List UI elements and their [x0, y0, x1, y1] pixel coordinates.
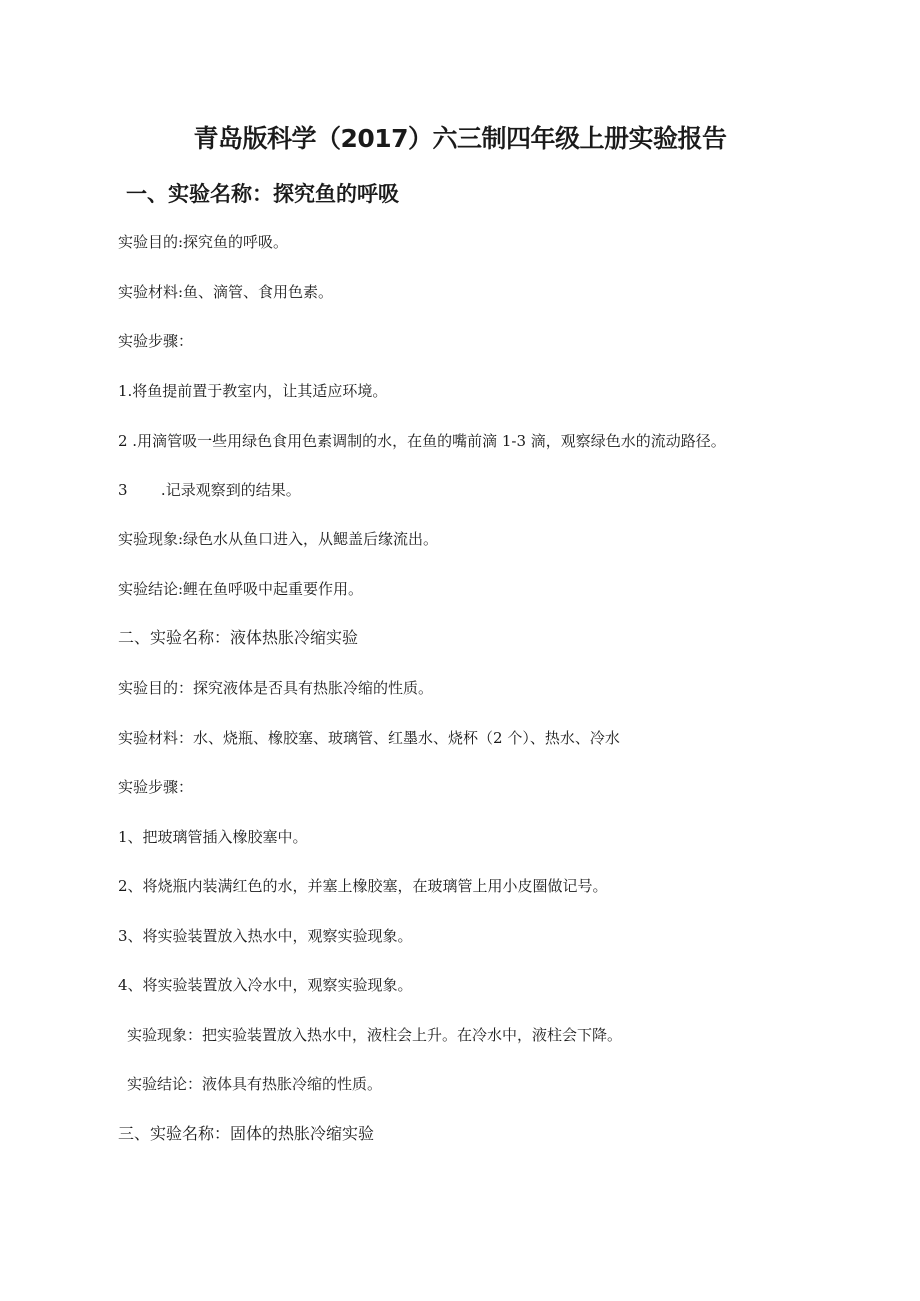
section2-step-3: 3、将实验装置放入热水中，观察实验现象。: [118, 927, 413, 945]
section2-purpose: 实验目的：探究液体是否具有热胀冷缩的性质。: [118, 679, 434, 697]
section2-step-4: 4、将实验装置放入冷水中，观察实验现象。: [118, 976, 413, 994]
document-title: 青岛版科学（2017）六三制四年级上册实验报告: [193, 124, 727, 153]
section1-materials: 实验材料:鱼、滴管、食用色素。: [118, 283, 334, 301]
section3-heading: 三、实验名称：固体的热胀冷缩实验: [118, 1124, 375, 1143]
section1-purpose: 实验目的:探究鱼的呼吸。: [118, 233, 289, 251]
section2-steps-label: 实验步骤：: [118, 778, 194, 796]
section2-heading: 二、实验名称：液体热胀冷缩实验: [118, 628, 359, 647]
section2-phenomenon: 实验现象：把实验装置放入热水中，液柱会上升。在冷水中，液柱会下降。: [127, 1026, 623, 1044]
section2-conclusion: 实验结论：液体具有热胀冷缩的性质。: [127, 1075, 383, 1093]
section1-conclusion: 实验结论:鲤在鱼呼吸中起重要作用。: [118, 580, 364, 598]
section1-phenomenon: 实验现象:绿色水从鱼口进入，从鳃盖后缘流出。: [118, 530, 439, 548]
section2-step-1: 1、把玻璃管插入橡胶塞中。: [118, 828, 308, 846]
section1-step-1: 1.将鱼提前置于教室内，让其适应环境。: [118, 382, 388, 400]
section1-heading: 一、实验名称：探究鱼的呼吸: [126, 181, 399, 206]
section2-materials: 实验材料：水、烧瓶、橡胶塞、玻璃管、红墨水、烧杯（2 个）、热水、冷水: [118, 729, 620, 747]
section2-step-2: 2、将烧瓶内装满红色的水，并塞上橡胶塞，在玻璃管上用小皮圈做记号。: [118, 877, 608, 895]
section1-steps-label: 实验步骤：: [118, 332, 194, 350]
section1-step-3: 3 .记录观察到的结果。: [118, 481, 301, 499]
section1-step-2: 2 .用滴管吸一些用绿色食用色素调制的水，在鱼的嘴前滴 1-3 滴，观察绿色水的流动路径。: [118, 432, 726, 450]
